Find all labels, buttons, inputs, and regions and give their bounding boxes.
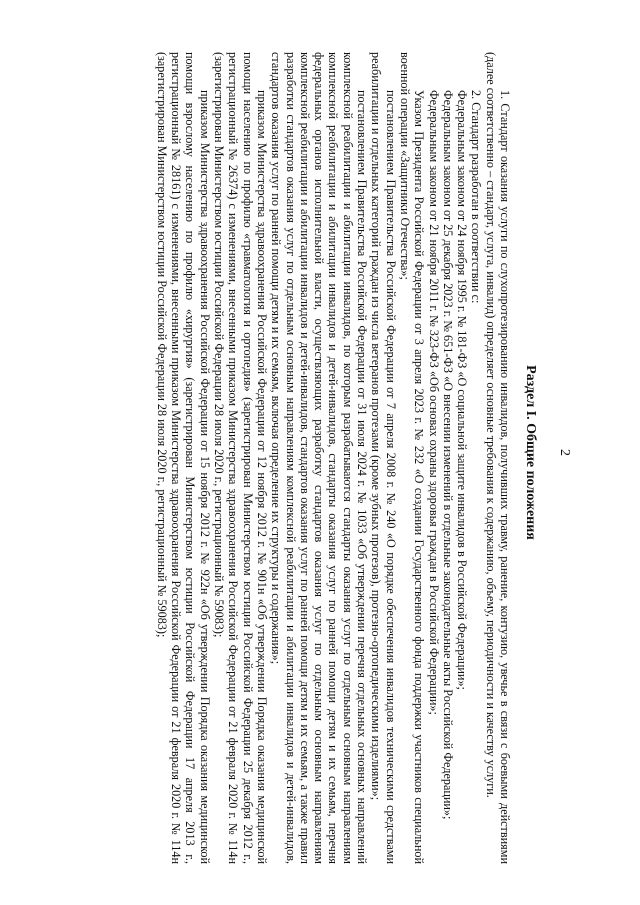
paragraph-order-922n: приказом Министерства здравоохранения Российской Федерации от 15 ноября 2012 г. № 922н «Об утверждении Порядка оказания медицинской помощи взрослому населению по профилю «хирургия» (зарегистрирован Министерством юстиции Российской Федерации 17 апреля 2013 г., регистрационный № 28161) с изменениями, внесенными приказом Министерства здравоохранения Российской Федерации от 21 февраля 2020 г. № 114н (зарегистрирован Министерством юстиции Российской Федерации 28 июля 2020 г., регистрационный № 59083); [154, 52, 212, 864]
paragraph-basis-intro: 2. Стандарт разработан в соответствии с: [469, 90, 484, 304]
paragraph-law-651: Федеральным законом от 25 декабря 2023 г. № 651-ФЗ «О внесении изменений в отдельные законодательные акты Российской Федерации»; [440, 90, 455, 820]
paragraph-resolution-1033: постановлением Правительства Российской Федерации от 31 июля 2024 г. № 1033 «Об утверждении перечня отдельных основных направлений комплексной реабилитации и абилитации инвалидов, по которым разрабатываются стандарты оказания услуг по отдельным основным направлениям комплексной реабилитации и абилитации инвалидов и детей-инвалидов, стандарты оказания услуг по ранней помощи детям и их семьям, перечня федеральных органов исполнительной власти, осуществляющих разработку стандартов оказания услуг по отдельным основным направлениям комплексной реабилитации и абилитации инвалидов и детей-инвалидов, стандартов оказания услуг по ранней помощи детям и их семьям, а также правил разработки стандартов оказания услуг по отдельным основным направлениям комплексной реабилитации и абилитации инвалидов и детей-инвалидов, стандартов оказания услуг по ранней помощи детям и их семьям, включая определение их структуры и содержания»; [269, 52, 370, 864]
document-body [155, 52, 512, 864]
page-number: 2 [557, 449, 572, 456]
paragraph-order-901n: приказом Министерства здравоохранения Российской Федерации от 12 ноября 2012 г. № 901н «Об утверждении Порядка оказания медицинской помощи населению по профилю «травматология и ортопедия» (зарегистрирован Министерством юстиции Российской Федерации 25 декабря 2012 г., регистрационный № 26374) с изменениями, внесенными приказом Министерства здравоохранения Российской Федерации от 21 февраля 2020 г. № 114н (зарегистрирован Министерством юстиции Российской Федерации 28 июля 2020 г., регистрационный № 59083); [212, 52, 269, 864]
paragraph-law-181: Федеральным законом от 24 ноября 1995 г. № 181-ФЗ «О социальной защите инвалидов в Российской Федерации»; [455, 90, 470, 690]
paragraph-purpose: 1. Стандарт оказания услуги по слухопротезированию инвалидов, получивших травму, ранение, контузию, увечье в связи с боевыми действиями (далее соответственно – стандарт, услуга, инвалид) определяет основные требования к содержанию, объему, периодичности и качеству услуги. [483, 52, 512, 864]
section-title: Раздел I. Общие положения [523, 365, 538, 540]
paragraph-law-323: Федеральным законом от 21 ноября 2011 г. № 323-ФЗ «Об основах охраны здоровья граждан в Российской Федерации»; [426, 90, 441, 715]
paragraph-resolution-240: постановлением Правительства Российской Федерации от 7 апреля 2008 г. № 240 «О порядке обеспечения инвалидов техническими средствами реабилитации и отдельных категорий граждан из числа ветеранов протезами (кроме зубных протезов), протезно-ортопедическими изделиями»; [369, 52, 398, 864]
paragraph-decree-232: Указом Президента Российской Федерации от 3 апреля 2023 г. № 232 «О создании Государственного фонда поддержки участников специальной военной операции «Защитники Отечества»; [397, 52, 427, 864]
